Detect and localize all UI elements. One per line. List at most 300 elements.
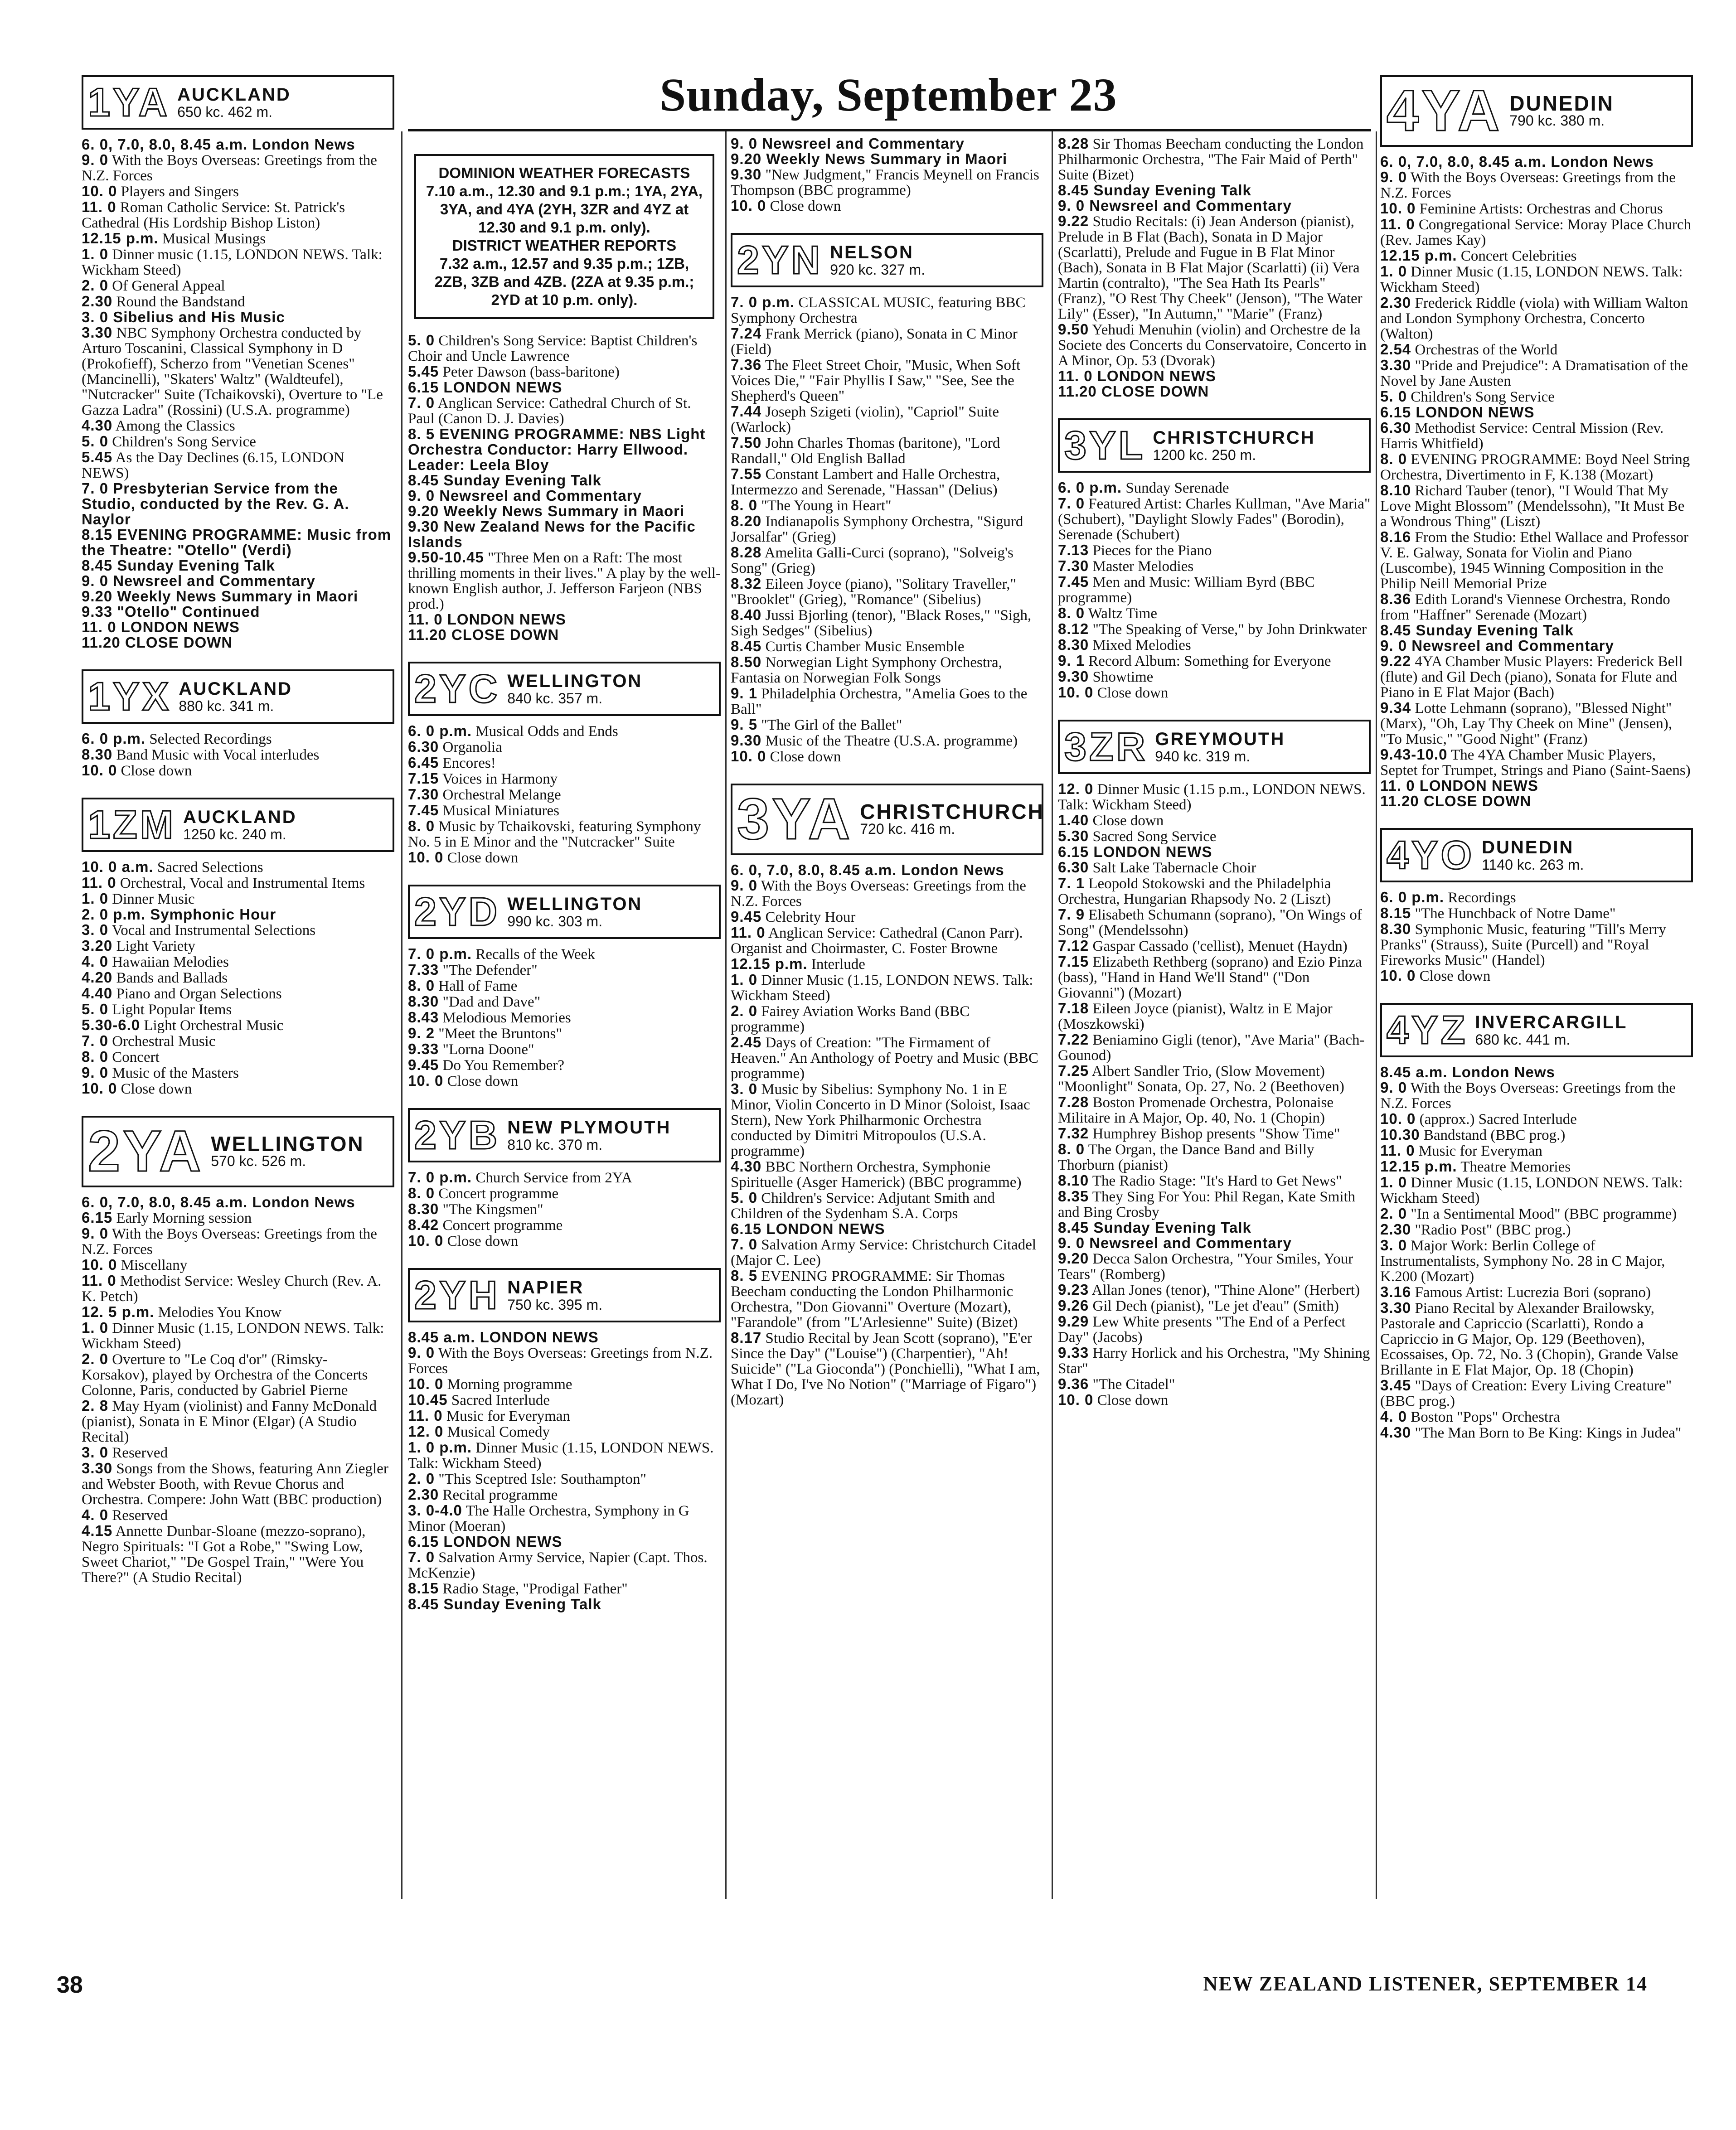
programme-description: Sibelius and His Music	[113, 309, 285, 325]
programme-time: 9. 0	[1380, 1079, 1407, 1096]
station-frequency: 790 kc. 380 m.	[1509, 112, 1605, 129]
programme-listing	[1380, 968, 1693, 984]
programme-description: EVENING PROGRAMME: Sir Thomas Beecham conducting the London Philharmonic Orchestra, "Don Giovanni" Overture (Mozart), "Farandole" (from "L'Arlesienne" Suite) (Bizet)	[731, 1268, 1018, 1331]
programme-description: Gaspar Cassado ('cellist), Menuet (Haydn)	[1092, 938, 1348, 954]
programme-time: 10. 0	[731, 197, 766, 214]
programme-description: Celebrity Hour	[765, 909, 856, 925]
programme-time: 9.20	[408, 503, 439, 519]
programme-description: LONDON NEWS	[1093, 843, 1212, 860]
programme-listing	[1058, 1314, 1371, 1345]
programme-time: 11. 0	[408, 611, 443, 628]
programme-listing	[408, 994, 721, 1010]
station-info	[175, 85, 393, 120]
programme-time: 6. 0, 7.0, 8.0, 8.45 a.m.	[731, 862, 897, 878]
programme-listing	[1380, 1111, 1693, 1127]
programme-description: Piano and Organ Selections	[116, 986, 282, 1002]
programme-description: Sunday Evening Talk	[1416, 622, 1574, 639]
programme-time: 11. 0	[82, 619, 116, 635]
block-spacer	[731, 214, 1043, 230]
programme-description: Close down	[447, 1073, 519, 1089]
programme-listing	[731, 1081, 1043, 1159]
programme-description: Music of the Masters	[112, 1065, 239, 1081]
programme-description: Musical Comedy	[447, 1424, 550, 1440]
programme-time: 7. 0	[82, 1032, 109, 1049]
programme-description: Miscellany	[121, 1257, 188, 1273]
programme-time: 2. 0	[731, 1002, 758, 1019]
programme-description: Close down	[1097, 685, 1169, 701]
programme-description: Anglican Service: Cathedral Church of St. Paul (Canon D. J. Davies)	[408, 395, 691, 427]
programme-time: 4.30	[82, 417, 113, 434]
programme-time: 9.50	[1058, 321, 1089, 338]
programme-listing	[731, 749, 1043, 765]
programme-listing	[82, 1210, 394, 1226]
column-3	[731, 136, 1043, 1424]
programme-time: 2. 0 p.m.	[82, 906, 146, 923]
programme-listing	[82, 294, 394, 310]
programme-listing	[82, 1351, 394, 1398]
programme-time: 10. 0	[82, 1256, 117, 1273]
programme-description: Newsreel and Commentary	[1411, 637, 1614, 654]
programme-time: 7.55	[731, 465, 762, 482]
programme-listing	[82, 1195, 394, 1210]
programme-listing	[1380, 154, 1693, 169]
programme-time: 3.30	[1380, 357, 1411, 373]
station-frequency: 650 kc. 462 m.	[177, 104, 272, 120]
programme-description: The Fleet Street Choir, "Music, When Soft Voices Die," "Fair Phyllis I Saw," "See, See the Shepherd's Queen"	[731, 357, 1021, 404]
programme-description: Boston Promenade Orchestra, Polonaise Militaire in A Major, Op. 40, No. 1 (Chopin)	[1058, 1094, 1334, 1126]
programme-time: 7. 0 p.m.	[731, 294, 795, 310]
station-frequency: 940 kc. 319 m.	[1155, 748, 1251, 765]
programme-time: 5.45	[82, 449, 113, 465]
programme-listing	[1058, 860, 1371, 876]
programme-listing	[1058, 1189, 1371, 1220]
programme-listing	[408, 612, 721, 627]
programme-listing	[731, 1237, 1043, 1268]
programme-time: 8.45	[82, 557, 113, 574]
programme-time: 9. 2	[408, 1025, 435, 1041]
programme-description: Musical Miniatures	[442, 803, 560, 819]
programme-description: Close down	[121, 763, 192, 779]
programme-time: 9. 0	[731, 877, 758, 894]
programme-listing	[731, 972, 1043, 1003]
programme-description: Men and Music: William Byrd (BBC programme)	[1058, 574, 1315, 606]
programme-listing	[1380, 623, 1693, 638]
programme-time: 6.30	[1058, 859, 1089, 876]
programme-listing	[1380, 358, 1693, 389]
programme-description: Dinner Music (1.15 p.m., LONDON NEWS. Talk: Wickham Steed)	[1058, 781, 1366, 813]
programme-description: Music of the Theatre (U.S.A. programme)	[765, 733, 1018, 749]
programme-listing	[1058, 1298, 1371, 1314]
block-spacer	[408, 866, 721, 882]
programme-description: The 4YA Chamber Music Players, Septet for Trumpet, Strings and Piano (Saint-Saens)	[1380, 747, 1691, 779]
programme-listing	[1058, 198, 1371, 213]
programme-description: LONDON NEWS	[443, 1533, 563, 1550]
station-city: GREYMOUTH	[1155, 729, 1285, 749]
programme-time: 3. 0	[731, 1080, 758, 1097]
programme-description: "The Hunchback of Notre Dame"	[1415, 905, 1616, 922]
programme-listing	[1058, 828, 1371, 844]
programme-time: 3. 0	[82, 921, 109, 938]
programme-listing	[1058, 1063, 1371, 1094]
programme-description: Songs from the Shows, featuring Ann Ziegler and Webster Booth, with Revue Chorus and Orchestra. Compere: John Watt (BBC production)	[82, 1461, 388, 1508]
programme-listing	[1058, 1392, 1371, 1408]
programme-description: Anglican Service: Cathedral (Canon Parr). Organist and Choirmaster, C. Foster Browne	[731, 925, 1023, 957]
programme-description: "Lorna Doone"	[442, 1041, 534, 1058]
programme-description: Church Service from 2YA	[475, 1170, 632, 1186]
programme-description: Close down	[1097, 1392, 1169, 1409]
programme-listing	[1058, 1376, 1371, 1392]
programme-time: 9. 0	[731, 135, 758, 152]
programme-description: Dinner music (1.15, LONDON NEWS. Talk: Wickham Steed)	[82, 247, 383, 278]
programme-listing	[731, 717, 1043, 733]
programme-listing	[408, 1345, 721, 1376]
block-spacer	[82, 779, 394, 795]
block-spacer	[1380, 984, 1693, 1000]
programme-description: Studio Recital by Jean Scott (soprano), "E'er Since the Day" ("Louise") (Charpentier), "Ah! Suicide" ("La Gioconda") (Ponchielli), "What I am, What I Do, I've No Notion" ("Marriage of Figaro") (Mozart)	[731, 1330, 1040, 1408]
programme-time: 8.20	[731, 513, 762, 529]
programme-time: 8.30	[82, 746, 113, 763]
programme-description: New Zealand News for the Pacific Islands	[408, 518, 696, 550]
programme-time: 6. 0 p.m.	[408, 722, 472, 739]
programme-listing	[408, 1487, 721, 1503]
programme-time: 10. 0	[1058, 1391, 1094, 1408]
programme-description: Round the Bandstand	[116, 294, 245, 310]
programme-time: 9. 1	[1058, 652, 1085, 669]
station-frequency: 750 kc. 395 m.	[507, 1297, 603, 1313]
programme-time: 8. 0	[82, 1048, 109, 1065]
block-spacer	[82, 650, 394, 667]
programme-time: 7.50	[731, 434, 762, 451]
programme-time: 5.30-6.0	[82, 1017, 141, 1033]
programme-description: Interlude	[811, 956, 865, 973]
station-header	[1058, 720, 1371, 774]
programme-description: Among the Classics	[115, 418, 235, 434]
programme-time: 10. 0	[408, 1232, 444, 1249]
programme-description: Melodies You Know	[158, 1304, 281, 1321]
programme-description: Music by Sibelius: Symphony No. 1 in E Minor, Violin Concerto in D Minor (Soloist, Isaac Stern), New York Philharmonic Orchestra conducted by Dimitri Mitropoulos (U.S.A. programme)	[731, 1081, 1030, 1159]
programme-listing	[1380, 1222, 1693, 1238]
programme-description: Sacred Song Service	[1092, 828, 1217, 845]
station-block-4ya	[1380, 75, 1693, 825]
programme-description: Children's Song Service	[112, 434, 256, 450]
programme-listing	[1380, 1300, 1693, 1378]
programme-description: Feminine Artists: Orchestras and Chorus	[1419, 201, 1663, 217]
programme-description: Children's Song Service: Baptist Children's Choir and Uncle Lawrence	[408, 333, 698, 364]
programme-description: With the Boys Overseas: Greetings from the N.Z. Forces	[82, 152, 377, 184]
block-spacer	[408, 643, 721, 659]
programme-time: 9.30	[731, 732, 762, 749]
programme-listing	[1058, 1173, 1371, 1189]
programme-description: Children's Service: Adjutant Smith and Children of the Sydenham S.A. Corps	[731, 1190, 995, 1222]
programme-description: LONDON NEWS	[480, 1329, 599, 1346]
programme-listing	[82, 1017, 394, 1033]
programme-listing	[731, 1035, 1043, 1081]
programme-time: 4.15	[82, 1522, 113, 1539]
programme-time: 6.30	[1380, 419, 1411, 436]
programme-time: 8.15	[1380, 905, 1411, 921]
programme-description: Famous Artist: Lucrezia Bori (soprano)	[1415, 1284, 1651, 1301]
programme-time: 8. 0	[1380, 450, 1407, 467]
programme-time: 11. 0	[82, 1272, 116, 1289]
programme-time: 5. 0	[1380, 388, 1407, 405]
programme-listing	[1058, 876, 1371, 907]
programme-description: 4YA Chamber Music Players: Frederick Bell (flute) and Gil Dech (piano), Sonata for Flute and Piano in E Flat Major (Bach)	[1380, 654, 1683, 701]
programme-description: Overture to "Le Coq d'or" (Rimsky-Korsakov), played by Orchestra of the Concerts Colonne, Paris, conducted by Gabriel Pierne	[82, 1351, 368, 1399]
programme-time: 6. 0 p.m.	[1058, 479, 1122, 496]
programme-time: 9. 0	[1380, 637, 1407, 654]
programme-time: 6. 0 p.m.	[1380, 889, 1445, 905]
programme-time: 12.15 p.m.	[1380, 247, 1457, 264]
programme-listing	[1380, 654, 1693, 700]
programme-description: Indianapolis Symphony Orchestra, "Sigurd Jorsalfar" (Grieg)	[731, 513, 1023, 545]
programme-description: Boston "Pops" Orchestra	[1411, 1409, 1560, 1425]
station-city: AUCKLAND	[179, 679, 292, 699]
programme-time: 12.15 p.m.	[82, 230, 159, 247]
programme-listing	[82, 184, 394, 199]
programme-listing	[1058, 183, 1371, 198]
programme-description: As the Day Declines (6.15, LONDON NEWS)	[82, 450, 344, 481]
programme-time: 8.40	[731, 606, 762, 623]
programme-description: LONDON NEWS	[766, 1220, 885, 1237]
programme-description: "Pride and Prejudice": A Dramatisation of the Novel by Jane Austen	[1380, 358, 1688, 389]
programme-description: Studio Recitals: (i) Jean Anderson (pianist), Prelude in B Flat (Bach), Sonata in D Major (Scarlatti), Prelude and Fugue in B Flat Minor (Bach), Sonata in B Flat Major (Scarlatti) (ii) Vera Martin (contralto), "The Sea Hath Its Pearls" (Franz), "O Rest Thy Cheek" (Jenson), "The Water Lily" (Esser), "In Autumn," "Marie" (Franz)	[1058, 213, 1363, 322]
programme-time: 8.45	[408, 1596, 439, 1612]
programme-description: Dinner Music (1.15, LONDON NEWS. Talk: Wickham Steed)	[408, 1440, 714, 1472]
station-city: NEW PLYMOUTH	[507, 1118, 671, 1138]
programme-listing	[1380, 1425, 1693, 1441]
programme-description: Fairey Aviation Works Band (BBC programme)	[731, 1003, 970, 1035]
programme-description: Orchestral Melange	[442, 787, 561, 803]
programme-time: 7. 9	[1058, 906, 1085, 923]
programme-listing	[82, 635, 394, 650]
programme-listing	[408, 978, 721, 994]
station-call-sign: 2YA	[88, 1119, 204, 1184]
programme-description: Newsreel and Commentary	[439, 487, 642, 504]
programme-time: 4.30	[1380, 1424, 1411, 1441]
programme-time: 5. 0	[82, 433, 109, 450]
station-block-4yz	[1380, 1003, 1693, 1457]
programme-listing	[82, 1398, 394, 1445]
programme-time: 10. 0	[82, 762, 117, 779]
programme-time: 10. 0	[408, 1072, 444, 1089]
column-4	[1058, 136, 1371, 1424]
programme-time: 6. 0, 7.0, 8.0, 8.45 a.m.	[82, 136, 248, 153]
programme-description: Methodist Service: Central Mission (Rev. Harris Whitfield)	[1380, 420, 1664, 452]
programme-listing	[82, 481, 394, 527]
programme-listing	[408, 818, 721, 850]
programme-description: With the Boys Overseas: Greetings from the N.Z. Forces	[731, 878, 1026, 910]
programme-listing	[731, 198, 1043, 214]
programme-listing	[82, 1273, 394, 1304]
programme-time: 8.45	[1058, 182, 1089, 198]
programme-description: "Otello" Continued	[117, 603, 260, 620]
station-info	[504, 895, 719, 929]
station-city: AUCKLAND	[177, 85, 291, 105]
programme-description: Norwegian Light Symphony Orchestra, Fantasia on Norwegian Folk Songs	[731, 654, 1002, 686]
programme-listing	[408, 1534, 721, 1549]
station-call-sign: 4YZ	[1387, 1007, 1468, 1052]
programme-description: London News	[1452, 1064, 1555, 1080]
programme-listing	[408, 1057, 721, 1073]
station-header	[408, 1268, 721, 1322]
programme-time: 8.50	[731, 654, 762, 670]
programme-description: Harry Horlick and his Orchestra, "My Shining Star"	[1058, 1345, 1370, 1377]
programme-description: Morning programme	[447, 1376, 572, 1393]
programme-listing	[408, 1424, 721, 1440]
programme-time: 10. 0	[1380, 967, 1416, 984]
station-call-sign: 4YA	[1387, 78, 1503, 143]
programme-listing	[408, 426, 721, 473]
programme-time: 8.45	[408, 472, 439, 489]
programme-listing	[731, 498, 1043, 513]
column-divider	[401, 131, 402, 1899]
programme-description: EVENING PROGRAMME: Music from the Theatre: "Otello" (Verdi)	[82, 526, 392, 558]
programme-description: Light Orchestral Music	[144, 1017, 284, 1034]
programme-description: Major Work: Berlin College of Instrumentalists, Symphony No. 28 in C Major, K.200 (Mozart)	[1380, 1238, 1665, 1285]
programme-listing	[408, 503, 721, 519]
programme-listing	[1380, 248, 1693, 264]
programme-listing	[731, 733, 1043, 749]
programme-time: 7. 0	[408, 394, 435, 411]
station-header	[408, 885, 721, 939]
programme-time: 6.15	[1380, 404, 1411, 421]
programme-description: "Dad and Dave"	[442, 994, 541, 1010]
programme-listing	[408, 1408, 721, 1424]
station-call-sign: 1YX	[88, 674, 172, 719]
programme-description: LONDON NEWS	[443, 379, 563, 396]
station-block-4yo	[1380, 828, 1693, 1000]
programme-time: 10. 0	[82, 183, 117, 199]
programme-time: 4. 0	[82, 953, 109, 970]
programme-listing	[1380, 483, 1693, 529]
programme-time: 7.13	[1058, 542, 1089, 558]
block-spacer	[1380, 809, 1693, 825]
station-block-2ya	[82, 1116, 394, 1602]
programme-listing	[408, 850, 721, 866]
programme-description: Salvation Army Service: Christchurch Citadel (Major C. Lee)	[731, 1237, 1037, 1268]
programme-description: Symphonic Hour	[150, 906, 276, 923]
programme-description: Mixed Melodies	[1092, 637, 1191, 654]
programme-description: Curtis Chamber Music Ensemble	[765, 639, 965, 655]
programme-time: 10. 0	[1380, 1110, 1416, 1127]
programme-time: 8.30	[408, 1201, 439, 1217]
station-info	[1472, 1013, 1691, 1047]
programme-description: "The Kingsmen"	[442, 1201, 543, 1218]
programme-description: The Organ, the Dance Band and Billy Thorburn (pianist)	[1058, 1142, 1314, 1173]
programme-listing	[1058, 685, 1371, 701]
programme-description: With the Boys Overseas: Greetings from the N.Z. Forces	[82, 1226, 377, 1258]
programme-time: 7.18	[1058, 1000, 1089, 1017]
station-call-sign: 2YB	[414, 1113, 500, 1157]
programme-description: LONDON NEWS	[1419, 777, 1538, 794]
programme-time: 3. 0	[82, 309, 109, 325]
programme-description: Richard Tauber (tenor), "I Would That My Love Might Blossom" (Mendelssohn), "It Must Be a Wondrous Thing" (Liszt)	[1380, 483, 1685, 530]
programme-listing	[408, 1503, 721, 1534]
programme-time: 9. 1	[731, 685, 758, 702]
programme-description: Frederick Riddle (viola) with William Walton and London Symphony Orchestra, Concerto (Walton)	[1380, 295, 1688, 342]
programme-listing	[1380, 1143, 1693, 1159]
programme-description: Sacred Selections	[157, 859, 263, 876]
programme-time: 11. 0	[1058, 368, 1093, 384]
programme-listing	[1380, 794, 1693, 809]
programme-time: 8. 0	[408, 1185, 435, 1201]
programme-listing	[1380, 905, 1693, 921]
programme-time: 5. 0	[82, 1001, 109, 1017]
station-block-2yd	[408, 885, 721, 1105]
programme-time: 8.10	[1380, 482, 1411, 499]
programme-description: Bands and Ballads	[116, 970, 228, 986]
programme-description: CLOSE DOWN	[1423, 793, 1532, 809]
station-block-2yc-continued	[731, 136, 1043, 230]
programme-time: 9.30	[1058, 668, 1089, 685]
programme-listing	[1380, 1378, 1693, 1409]
programme-listing	[731, 435, 1043, 466]
programme-time: 6. 0, 7.0, 8.0, 8.45 a.m.	[82, 1194, 248, 1210]
station-call-sign: 2YH	[414, 1273, 500, 1317]
programme-description: Salt Lake Tabernacle Choir	[1092, 860, 1256, 876]
station-info	[176, 679, 393, 714]
programme-time: 1. 0	[82, 246, 109, 262]
programme-time: 9.36	[1058, 1375, 1089, 1392]
programme-description: LONDON NEWS	[1097, 368, 1216, 384]
programme-description: "The Girl of the Ballet"	[761, 717, 902, 733]
programme-description: Orchestral Music	[112, 1033, 216, 1050]
programme-listing	[1380, 342, 1693, 358]
programme-listing	[1058, 1094, 1371, 1126]
programme-time: 8.28	[1058, 135, 1089, 152]
programme-listing	[408, 739, 721, 755]
title-rule	[408, 129, 1371, 131]
programme-time: 8.45	[731, 638, 762, 654]
programme-time: 3.30	[82, 1460, 113, 1476]
programme-listing	[1380, 264, 1693, 295]
programme-description: Edith Lorand's Viennese Orchestra, Rondo from "Haffner" Serenade (Mozart)	[1380, 591, 1670, 623]
station-call-sign: 3YL	[1064, 423, 1146, 468]
programme-description: Symphonic Music, featuring "Till's Merry Pranks" (Strauss), Suite (Purcell) and "Royal Fireworks Music" (Handel)	[1380, 921, 1666, 968]
programme-description: "Three Men on a Raft: The most thrilling moments in their lives." A play by the well-known English author, J. Jefferson Farjeon (NBS prod.)	[408, 550, 721, 612]
weather-heading: DOMINION WEATHER FORECASTS	[438, 165, 690, 181]
station-city: WELLINGTON	[507, 671, 643, 691]
station-info	[208, 1134, 393, 1169]
station-frequency: 1250 kc. 240 m.	[183, 826, 286, 842]
programme-time: 3.45	[1380, 1377, 1411, 1394]
station-header	[731, 784, 1043, 855]
programme-listing	[731, 295, 1043, 326]
programme-time: 6. 0 p.m.	[82, 730, 146, 747]
programme-listing	[731, 167, 1043, 198]
station-block-3zr	[1058, 720, 1371, 1424]
programme-listing	[82, 954, 394, 970]
programme-time: 4.20	[82, 969, 113, 986]
programme-listing	[408, 723, 721, 739]
programme-description: The Radio Stage: "It's Hard to Get News"	[1092, 1173, 1342, 1189]
station-call-sign: 2YN	[737, 237, 823, 282]
programme-time: 10. 0	[408, 1375, 444, 1392]
programme-time: 2. 0	[1380, 1205, 1407, 1222]
programme-description: Sacred Interlude	[451, 1392, 550, 1409]
programme-listing	[1380, 405, 1693, 420]
weather-times: 7.32 a.m., 12.57 and 9.35 p.m.; 1ZB, 2ZB, 3ZB and 4ZB. (2ZA at 9.35 p.m.; 2YD at 10 p.m. only).	[434, 255, 694, 308]
column-5	[1380, 73, 1693, 1457]
programme-time: 5.30	[1058, 828, 1089, 844]
programme-time: 9. 0	[82, 1064, 109, 1081]
programme-listing	[1058, 1001, 1371, 1032]
programme-listing	[1058, 496, 1371, 542]
programme-description: Vocal and Instrumental Selections	[112, 922, 316, 939]
programme-listing	[82, 527, 394, 558]
programme-time: 10. 0	[408, 849, 444, 866]
programme-listing	[82, 875, 394, 891]
